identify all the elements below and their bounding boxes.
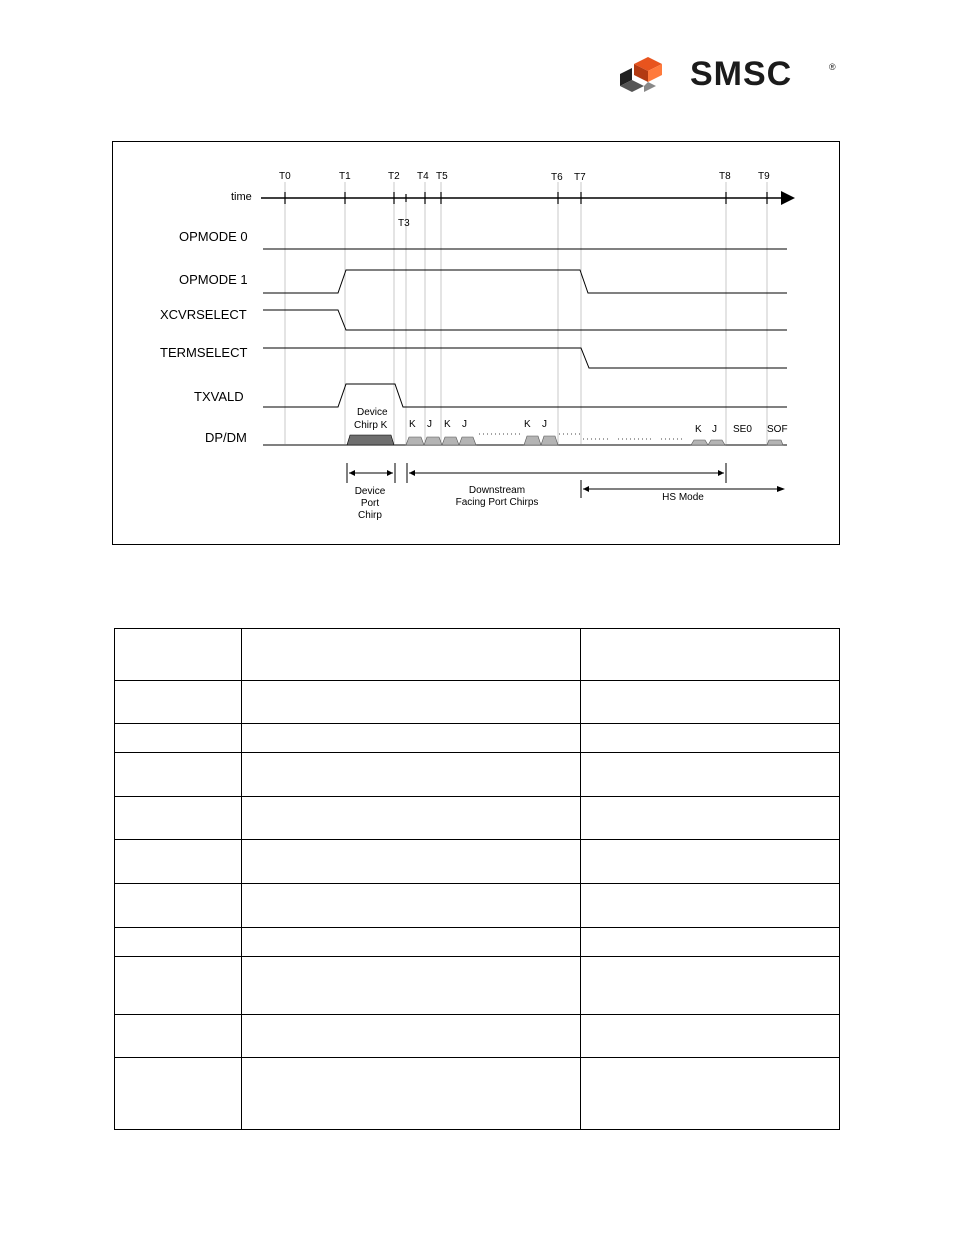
table-cell [581, 797, 840, 840]
marker-t0: T0 [279, 171, 291, 182]
signal-xcvrselect-label: XCVRSELECT [160, 307, 247, 322]
table-cell [115, 957, 242, 1015]
chirp-sof-label: SOF [767, 424, 788, 435]
table-cell [242, 884, 581, 928]
signal-opmode1-label: OPMODE 1 [179, 272, 248, 287]
marker-t8: T8 [719, 171, 731, 182]
marker-t7: T7 [574, 172, 586, 183]
table-cell [242, 797, 581, 840]
marker-t5: T5 [436, 171, 448, 182]
table-cell [242, 957, 581, 1015]
chirp-j3 [541, 436, 558, 445]
device-chirp-label-line1: Device [357, 407, 388, 418]
events-table [114, 628, 840, 1130]
table-cell [242, 724, 581, 753]
chirp-j4 [708, 440, 725, 445]
table-row [115, 753, 840, 797]
table-cell [242, 753, 581, 797]
table-cell [581, 840, 840, 884]
marker-t2: T2 [388, 171, 400, 182]
signal-txvald-label: TXVALD [194, 389, 244, 404]
timing-diagram [113, 142, 839, 544]
table-cell [242, 1058, 581, 1130]
smsc-logo [612, 52, 842, 102]
marker-t6: T6 [551, 172, 563, 183]
signal-opmode0-label: OPMODE 0 [179, 229, 248, 244]
waveform-opmode1 [263, 270, 787, 293]
timing-diagram-frame [112, 141, 840, 545]
chirp-k3 [524, 436, 541, 445]
device-port-chirp-label-line2: Port [360, 498, 380, 509]
smsc-logo-mark [620, 57, 662, 92]
device-port-chirp-label-line3: Chirp [358, 510, 382, 521]
chirp-j1-label: J [427, 419, 432, 430]
table-cell [115, 724, 242, 753]
table-cell [115, 797, 242, 840]
device-chirp-label-line2: Chirp K [354, 420, 388, 431]
table-cell [242, 928, 581, 957]
table-cell [581, 957, 840, 1015]
table-cell [115, 681, 242, 724]
device-chirp-k [347, 435, 394, 445]
table-cell [581, 753, 840, 797]
table-cell [115, 629, 242, 681]
table-cell [115, 928, 242, 957]
table-cell [242, 1015, 581, 1058]
registered-mark: ® [829, 62, 836, 72]
table-row [115, 840, 840, 884]
waveform-termselect [263, 348, 787, 368]
chirp-k4 [691, 440, 708, 445]
signal-dpdm-label: DP/DM [205, 430, 247, 445]
table-row [115, 884, 840, 928]
table-row [115, 681, 840, 724]
dpdm-chirps [347, 434, 783, 445]
table-cell [242, 681, 581, 724]
table-cell [581, 629, 840, 681]
table-row [115, 1015, 840, 1058]
table-cell [581, 681, 840, 724]
table-cell [115, 840, 242, 884]
waveform-xcvrselect [263, 310, 787, 330]
chirp-k1-label: K [409, 419, 416, 430]
table-cell [581, 724, 840, 753]
table-row [115, 957, 840, 1015]
table-row [115, 629, 840, 681]
chirp-j2-label: J [462, 419, 467, 430]
chirp-j1 [424, 437, 442, 445]
signal-termselect-label: TERMSELECT [160, 345, 248, 360]
downstream-label-line2: Facing Port Chirps [455, 497, 539, 508]
marker-t9: T9 [758, 171, 770, 182]
table-cell [242, 629, 581, 681]
marker-t1: T1 [339, 171, 351, 182]
hs-mode-label: HS Mode [662, 492, 704, 503]
smsc-wordmark: SMSC [690, 55, 793, 93]
table-cell [581, 928, 840, 957]
waveform-txvald [263, 384, 787, 407]
table-cell [115, 753, 242, 797]
chirp-k1 [406, 437, 424, 445]
marker-t3: T3 [398, 218, 410, 229]
time-label: time [231, 191, 252, 203]
chirp-sof [767, 440, 783, 445]
chirp-k3-label: K [524, 419, 531, 430]
table-row [115, 797, 840, 840]
table-cell [581, 884, 840, 928]
table-cell [242, 840, 581, 884]
chirp-j2 [459, 437, 476, 445]
table-row [115, 724, 840, 753]
marker-t4: T4 [417, 171, 429, 182]
table-cell [115, 1058, 242, 1130]
chirp-k2 [442, 437, 459, 445]
chirp-se0-label: SE0 [733, 424, 752, 435]
device-port-chirp-label-line1: Device [354, 486, 386, 497]
table-cell [115, 1015, 242, 1058]
chirp-j3-label: J [542, 419, 547, 430]
chirp-k2-label: K [444, 419, 451, 430]
time-axis-arrow [781, 191, 795, 205]
chirp-k4-label: K [695, 424, 702, 435]
chirp-j4-label: J [712, 424, 717, 435]
table-cell [581, 1015, 840, 1058]
table-row [115, 1058, 840, 1130]
table-cell [115, 884, 242, 928]
table-cell [581, 1058, 840, 1130]
downstream-label-line1: Downstream [468, 485, 526, 496]
table-row [115, 928, 840, 957]
